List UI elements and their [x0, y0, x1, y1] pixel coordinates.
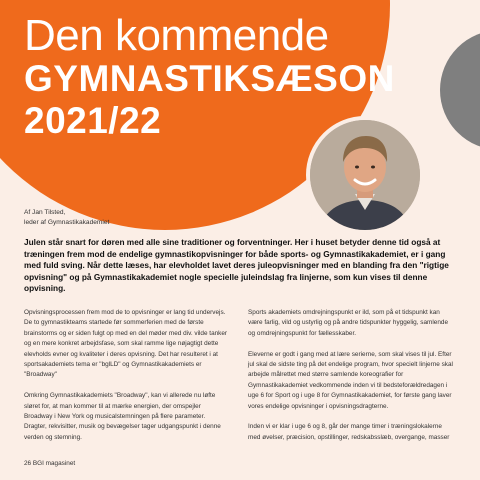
body-paragraph: Sports akademiets omdrejningspunkt er ild, som på et tidspunkt kan være farlig, vild og ustyrlig og på andre tidspunkter hyggelig, samlende og omdrejningspunkt for fællesskaber.: [248, 309, 448, 337]
page-footer: [24, 460, 75, 467]
headline-line-1: Den kommende: [24, 11, 329, 60]
byline-author: Af Jan Tilsted,: [24, 209, 66, 216]
body-paragraph: Omkring Gymnastikakademiets "Broadway", kan vi allerede nu løfte sløret for, at man kommer til at mærke energien, der omspejler Broadway i New York og musicalstemningen på flere parameter. Dragter, rekvisitter, musik og bevægelser tager udgangspunkt i denne verden og stemning.: [24, 392, 221, 441]
headline-line-3: 2021/22: [24, 100, 162, 141]
body-column-left: [24, 308, 229, 454]
publication-name: BGI magasinet: [32, 460, 76, 467]
author-portrait: [306, 116, 424, 234]
body-paragraph: Inden vi er klar i uge 6 og 8, går der mange timer i træningslokalerne med øvelser, præcision, opstillinger, redskabsslæb, overgange, masser: [248, 423, 450, 441]
body-paragraph: Opvisningsprocessen frem mod de to opvisninger er lang tid undervejs. De to gymnastikteams startede før sommerferien med de første brainstorms og er siden fulgt op med en del møder med div. vilde tanker og en mere konkret arbejdsfase, som skal ramme lige nøjagtigt dette elevholds evner og kvaliteter i deres opvisning. Det har resulteret i at sportsakademiets tema er "bglLD" og Gymnastikakademiets er "Broadway": [24, 309, 228, 379]
byline: [24, 208, 109, 228]
byline-role: leder af Gymnastikakademiet: [24, 219, 110, 226]
body-column-right: [248, 308, 453, 454]
portrait-illustration: [310, 120, 420, 230]
page-number: 26: [24, 460, 32, 467]
grey-circle-decoration: [440, 30, 480, 150]
lead-paragraph: Julen står snart for døren med alle sine traditioner og forventninger. Her i huset betyder denne tid også at træningen frem mod de endelige gymnastikopvisninger for både sports- og Gymnastikakademiet, er i gang med fuld sving. Når dette læses, har elevholdet lavet deres juleopvisninger med en blanding fra den "rigtige opvisning" og på Gymnastikakademiet nogle specielle juleindslag fra linjerne, som kun vises til denne opvisning.: [24, 237, 449, 294]
headline-line-2: GYMNASTIKSÆSON: [24, 58, 395, 99]
body-paragraph: Eleverne er godt i gang med at lære serierne, som skal vises til jul. Efter jul skal de sidste ting på det endelige program, hvor specielt linjerne skal arbejde målrettet med større samlende koreografier for Gymnastikakademiet vedkommende inden vi til bedsteforældredagen i uge 6 for Sport og i uge 8 for Gymnastikakademiet, for første gang laver vores endelige opvisninger i opvisningsdragterne.: [248, 350, 453, 410]
